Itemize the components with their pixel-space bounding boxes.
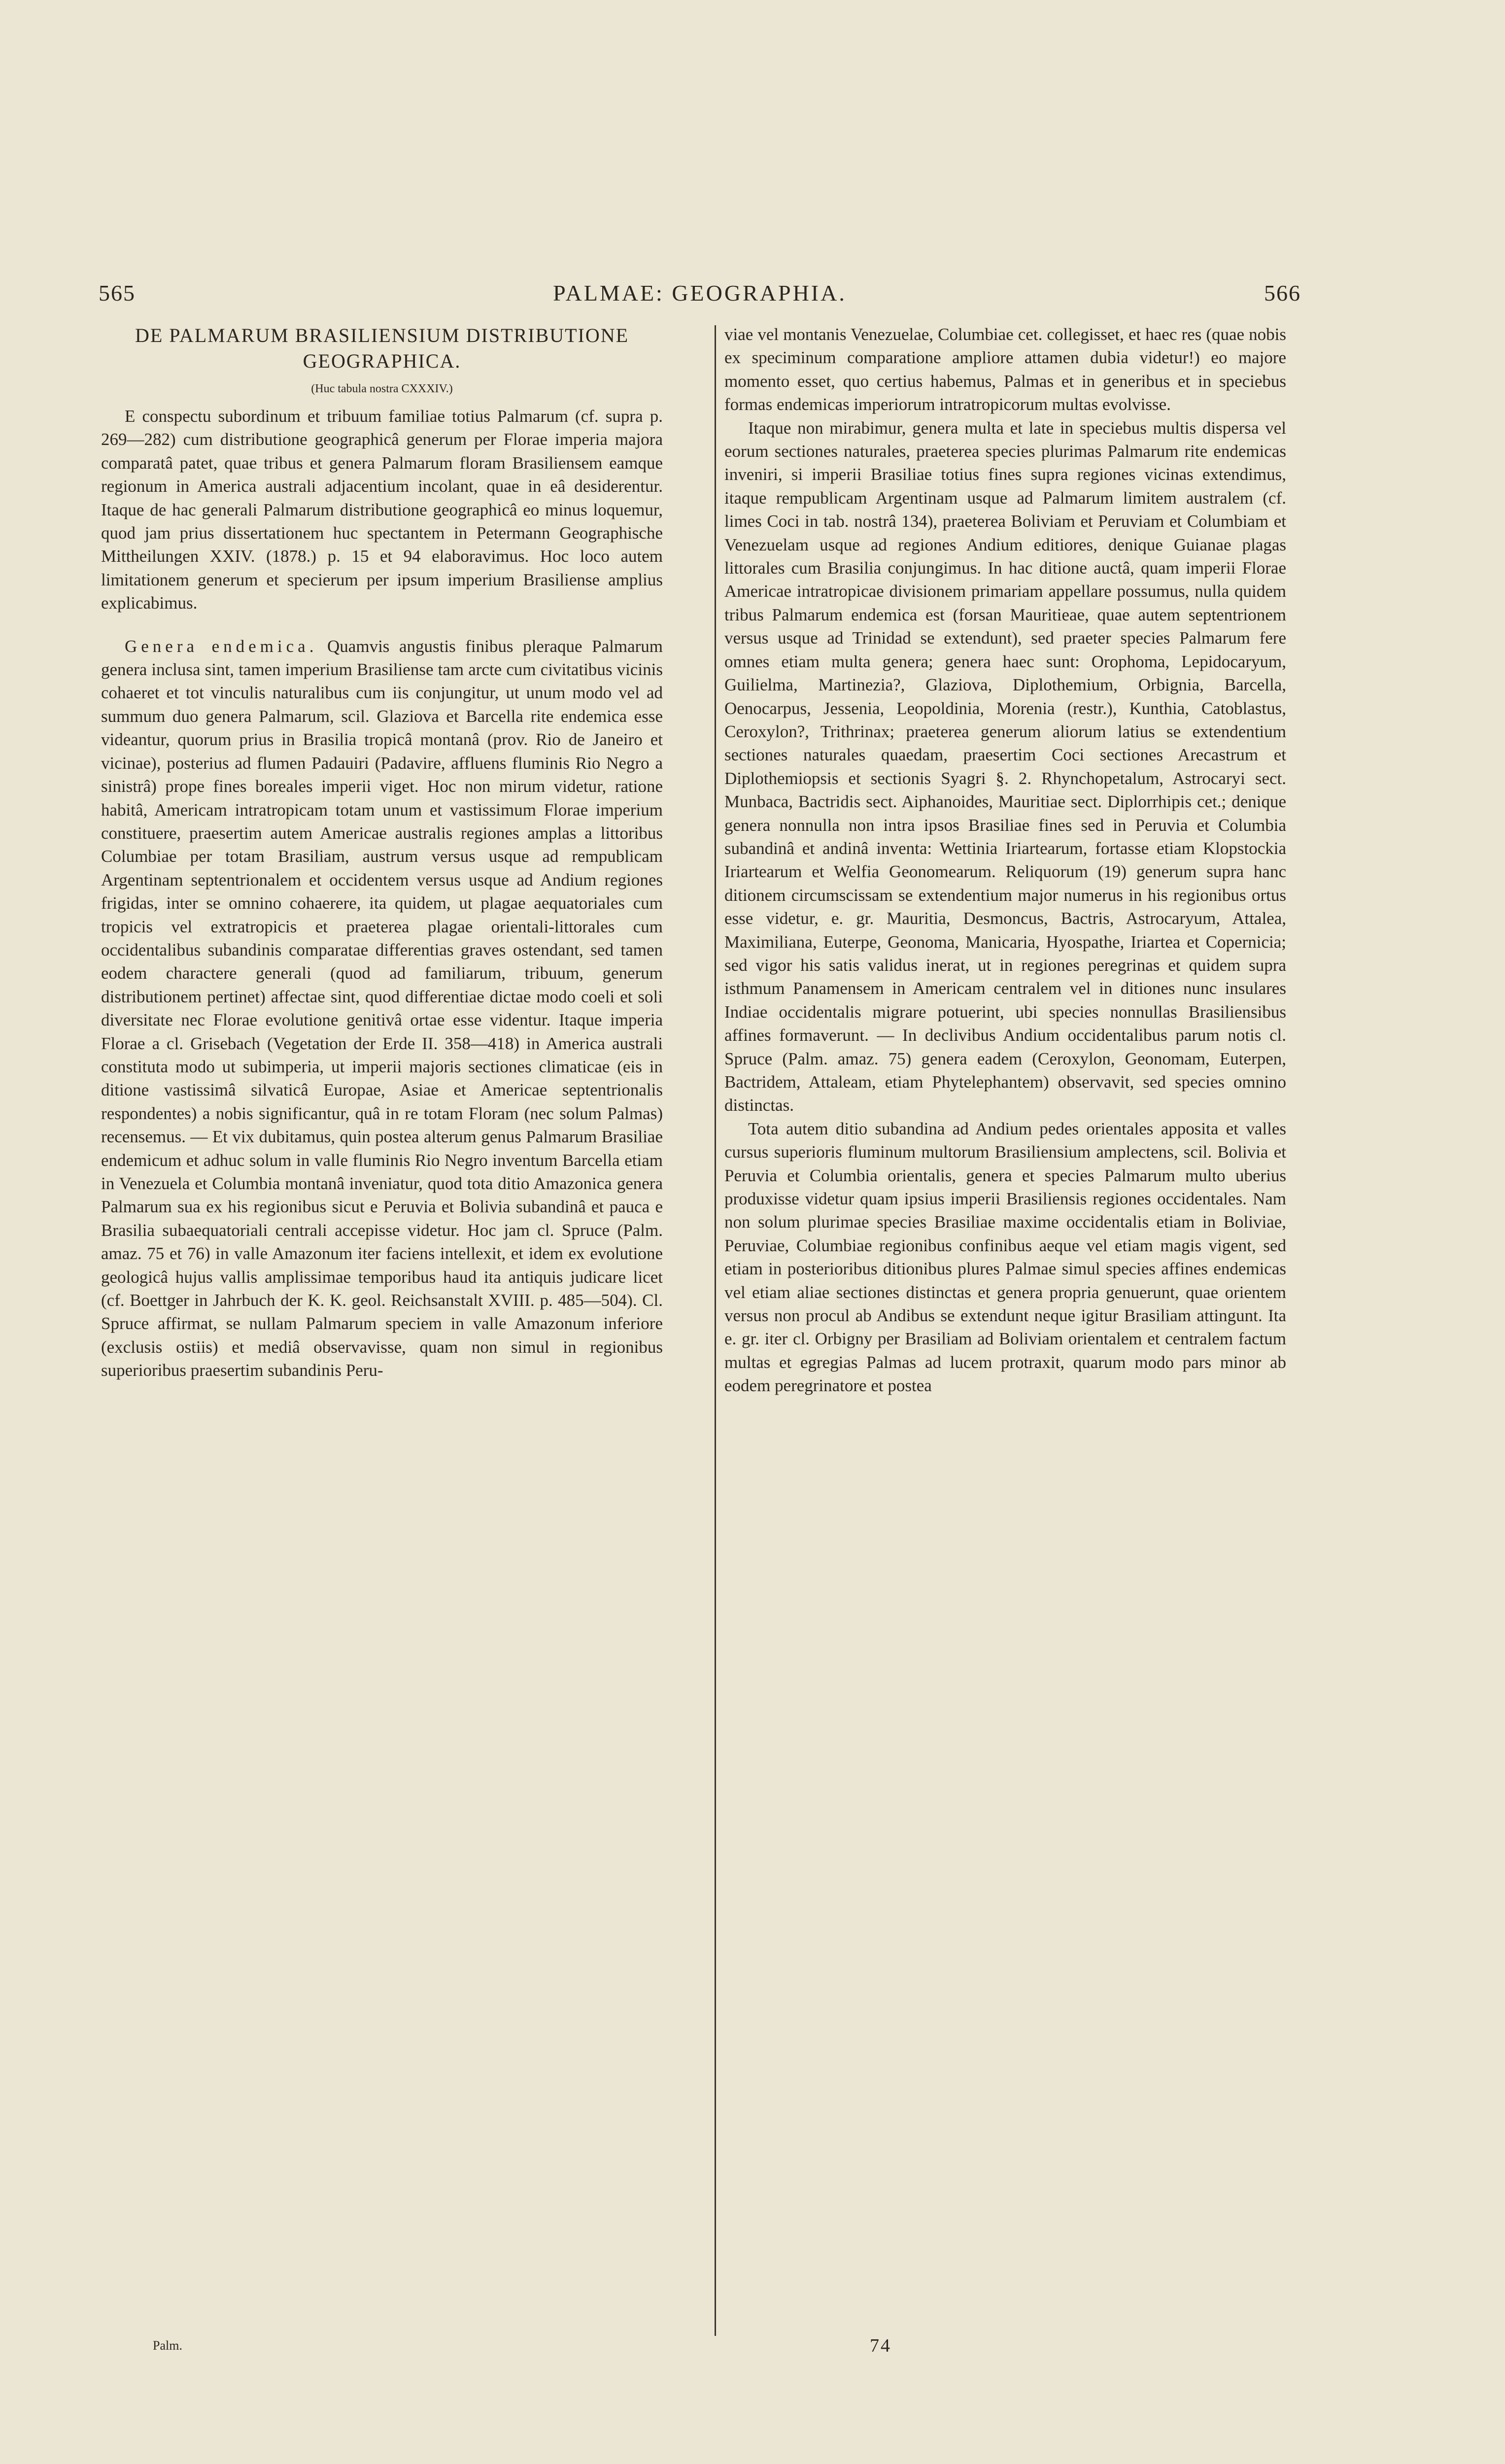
page-header bbox=[99, 274, 1301, 313]
paragraph-genera-list: Itaque non mirabimur, genera multa et late in speciebus multis dispersa vel eorum sectiones naturales, praeterea species plurimas Palmarum rite endemicas inveniri, si imperii Brasiliae totius fines supra regiones vicinas extendimus, itaque rempublicam Argentinam usque ad Palmarum limitem australem (cf. limes Coci in tab. nostrâ 134), praeterea Boliviam et Peruviam et Columbiam et Venezuelam usque ad regiones Andium editiores, denique Guianae plagas littorales cum Brasilia conjungimus. In hac ditione auctâ, quam imperii Florae Americae intratropicae divisionem primariam appellare possumus, nulla quidem tribus Palmarum endemica est (forsan Mauritieae, quae autem septentrionem versus usque ad Trinidad se extendunt), sed praeter species Palmarum fere omnes etiam multa genera; genera haec sunt: Orophoma, Lepidocaryum, Guilielma, Martinezia?, Glaziova, Diplothemium, Orbignia, Barcella, Oenocarpus, Jessenia, Leopoldinia, Morenia (restr.), Kunthia, Catoblastus, Ceroxylon?, Trithrinax; praeterea generum aliorum latius se extendentium sectiones naturales quaedam, praesertim Coci sectiones Arecastrum et Diplothemiopsis et sectionis Syagri §. 2. Rhynchopetalum, Astrocaryi sect. Munbaca, Bactridis sect. Aiphanoides, Mauritiae sect. Diplorrhipis cet.; denique genera nonnulla non intra ipsos Brasiliae fines sed in Peruvia et Columbia subandinâ et andinâ inventa: Wettinia Iriartearum, fortasse etiam Klopstockia Iriartearum et Welfia Geonomearum. Reliquorum (19) generum supra hanc ditionem circumscissam se extendentium major numerus in his regionibus ortus esse videtur, e. gr. Mauritia, Desmoncus, Bactris, Astrocaryum, Attalea, Maximiliana, Euterpe, Geonoma, Manicaria, Hyospathe, Iriartea et Copernicia; sed vigor his satis validus inerat, ut in regiones peregrinas et quidem supra isthmum Panamensem in Americam centralem vel in ditiones nunc insulares Indiae occidentalis migrare potuerint, ubi species nonnullas Brasiliensibus affines formaverunt. — In declivibus Andium occidentalibus parum notis cl. Spruce (Palm. amaz. 75) genera eadem (Ceroxylon, Geonomam, Euterpen, Bactridem, Attaleam, etiam Phytelephantem) observavit, sed species omnino distinctas. bbox=[724, 418, 1286, 1115]
page-number-right: 566 bbox=[1264, 280, 1301, 306]
footer-sheet-number: 74 bbox=[870, 2335, 891, 2356]
running-title: PALMAE: GEOGRAPHIA. bbox=[553, 280, 847, 306]
footer-signature: Palm. bbox=[153, 2338, 182, 2353]
subsection-heading: Genera endemica. bbox=[125, 636, 318, 656]
plate-note: (Huc tabula nostra CXXXIV.) bbox=[311, 382, 453, 395]
paragraph-genera-endemica bbox=[101, 635, 663, 1382]
paragraph-intro: E conspectu subordinum et tribuum familiae totius Palmarum (cf. supra p. 269—282) cum distributione geographicâ generum per Florae imperia majora comparatâ patet, quae tribus et genera Palmarum floram Brasiliensem eamque regionum in America australi adjacentium incolant, quae in eâ desiderentur. Itaque de hac generali Palmarum distributione geographicâ eo minus loquemur, quod jam prius dissertationem huc spectantem in Petermann Geographische Mittheilungen XXIV. (1878.) p. 15 et 94 elaboravimus. Hoc loco autem limitationem generum et specierum per ipsum imperium Brasiliense amplius explicabimus. bbox=[101, 407, 663, 613]
page-number-left: 565 bbox=[99, 280, 136, 306]
left-column bbox=[101, 323, 663, 1382]
column-divider bbox=[715, 325, 716, 2336]
paragraph-genera-endemica-text: Quamvis angustis finibus pleraque Palmarum genera inclusa sint, tamen imperium Brasiliense tam arcte cum civitatibus vicinis cohaeret et tot vinculis naturalibus cum iis conjungitur, ut unum modo vel ad summum duo genera Palmarum, scil. Glaziova et Barcella rite endemica esse videantur, quorum prius in Brasilia tropicâ montanâ (prov. Rio de Janeiro et vicinae), posterius ad flumen Padauiri (Padavire, affluens fluminis Rio Negro a sinistrâ) prope fines boreales imperii viget. Hoc non mirum videtur, ratione habitâ, Americam intratropicam totam unum et vastissimum Florae imperium constituere, praesertim autem Americae australis regiones amplas a littoribus Columbiae per totam Brasiliam, austrum versus usque ad rempublicam Argentinam septentrionalem et occidentem versus usque ad Andium regiones frigidas, inter se omnino cohaerere, ita quidem, ut plagae aequatoriales cum tropicis vel extratropicis et praeterea plagae orientali-littorales cum occidentalibus subandinis comparatae differentias graves ostendant, sed tamen eodem charactere generali (quod ad familiarum, tribuum, generum distributionem pertinet) affectae sint, quod differentiae dictae modo coeli et soli diversitate nec Florae evolutione genitivâ ortae esse videntur. Itaque imperia Florae a cl. Grisebach (Vegetation der Erde II. 358—418) in America australi constituta modo ut subimperia, ut imperii majoris sectiones climaticae (eis in ditione vastissimâ silvaticâ Europae, Asiae et Americae septentrionalis respondentes) a nobis significantur, quâ in re totam Floram (nec solum Palmas) recensemus. — Et vix dubitamus, quin postea alterum genus Palmarum Brasiliae endemicum et adhuc solum in valle fluminis Rio Negro inventum Barcella etiam in Venezuela et Columbia montanâ inveniatur, quod tota ditio Amazonica genera Palmarum sua ex his regionibus sicut e Peruvia et Bolivia subandinâ et pauca e Brasilia subaequatoriali centrali accepisse videtur. Hoc jam cl. Spruce (Palm. amaz. 75 et 76) in valle Amazonum iter faciens intellexit, et idem ex evolutione geologicâ hujus vallis amplissimae temporibus haud ita antiquis judicare licet (cf. Boettger in Jahrbuch der K. K. geol. Reichsanstalt XVIII. p. 485—504). Cl. Spruce affirmat, se nullam Palmarum speciem in valle Amazonum inferiore (exclusis ostiis) et mediâ observavisse, quam non simul in regionibus superioribus praesertim subandinis Peru- bbox=[101, 636, 663, 1380]
paragraph-continuation: viae vel montanis Venezuelae, Columbiae cet. collegisset, et haec res (quae nobis ex speciminum comparatione ampliore attamen dubia videtur!) eo majore momento esset, quo certius habemus, Palmas et in generibus et in speciebus formas endemicas imperiorum intratropicorum multas evolvisse. bbox=[724, 325, 1286, 414]
section-title: DE PALMARUM BRASILIENSIUM DISTRIBUTIONE GEOGRAPHICA. bbox=[135, 324, 629, 372]
right-column bbox=[724, 323, 1286, 1398]
paragraph-subandina: Tota autem ditio subandina ad Andium pedes orientales apposita et valles cursus superioris fluminum multorum Brasiliensium amplectens, scil. Bolivia et Peruvia et Columbia orientalis, genera et species Palmarum multo uberius produxisse videtur quam ipsius imperii Brasiliensis regiones occidentales. Nam non solum plurimae species Brasiliae maxime occidentalis etiam in Boliviae, Peruviae, Columbiae regionibus confinibus aeque vel etiam magis vigent, sed etiam in posterioribus ditionibus plures Palmae simul species affines endemicas vel etiam aliae sectiones distinctas et genera propria genuerunt, quae orientem versus non procul ab Andibus se extendunt neque igitur Brasiliam attingunt. Ita e. gr. iter cl. Orbigny per Brasiliam ad Boliviam orientalem et centralem factum multas et egregias Palmas ad lucem protraxit, quarum modo pars minor ab eodem peregrinatore et postea bbox=[724, 1119, 1286, 1396]
